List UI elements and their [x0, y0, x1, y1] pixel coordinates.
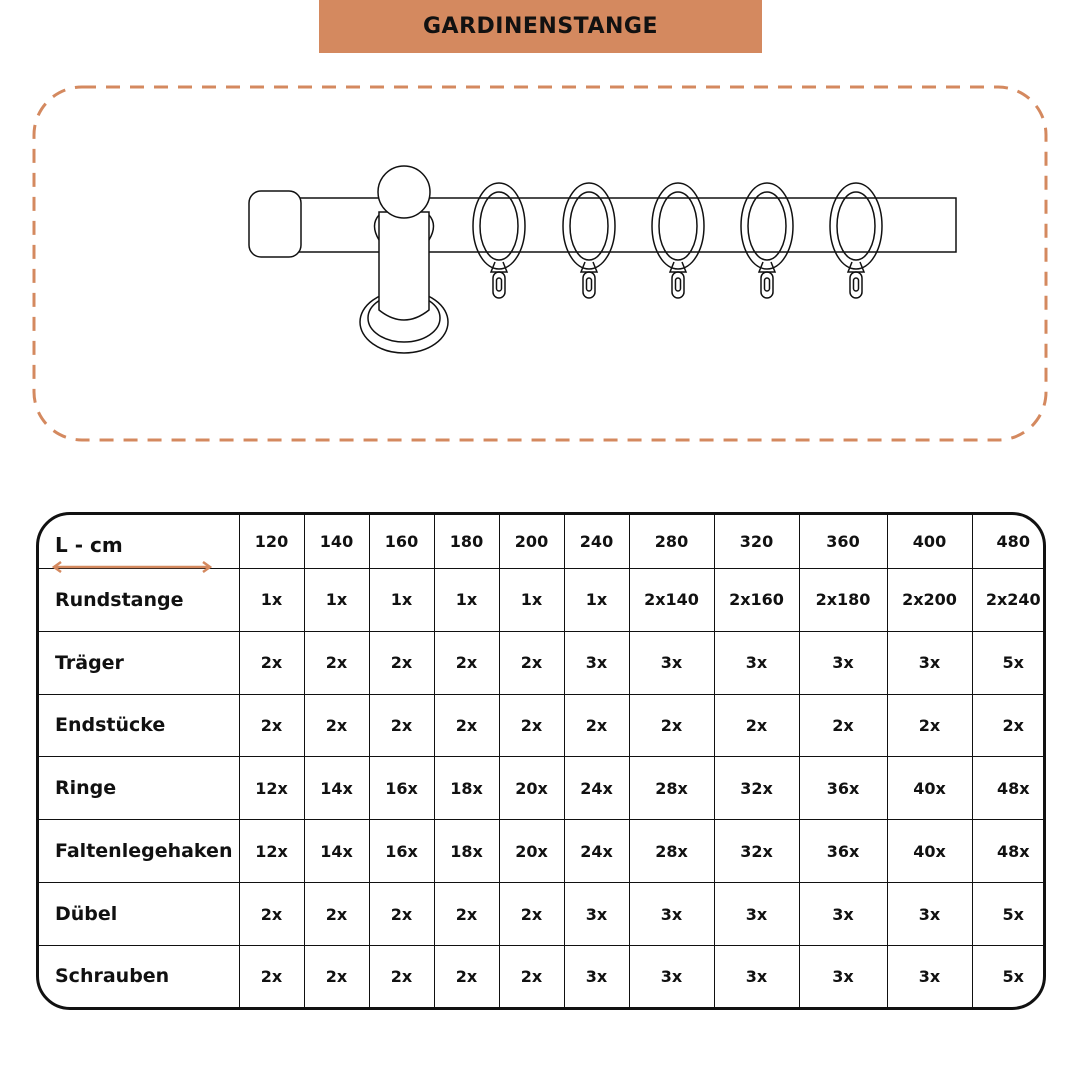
table-cell: 24x: [564, 757, 629, 820]
table-row: [39, 568, 1046, 631]
table-cell: 2x: [799, 694, 887, 757]
table-cell: 2x: [369, 631, 434, 694]
table-cell: 2x160: [714, 568, 799, 631]
row-label: Faltenlegehaken: [39, 820, 239, 883]
table-cell: 3x: [887, 631, 972, 694]
table-cell: 14x: [304, 820, 369, 883]
table-cell: 2x: [434, 694, 499, 757]
table-cell: 1x: [434, 568, 499, 631]
table-cell: 2x: [499, 945, 564, 1007]
table-cell: 5x: [972, 945, 1046, 1007]
length-label: L - cm: [55, 533, 123, 557]
table-cell: 2x: [369, 883, 434, 946]
table-cell: 20x: [499, 757, 564, 820]
corner-cell: [39, 515, 239, 568]
table-cell: 1x: [499, 568, 564, 631]
table-cell: 48x: [972, 820, 1046, 883]
table-row: [39, 694, 1046, 757]
table-cell: 2x: [629, 694, 714, 757]
table-cell: 3x: [629, 631, 714, 694]
table-cell: 2x: [434, 945, 499, 1007]
table-cell: 32x: [714, 820, 799, 883]
table-row: [39, 820, 1046, 883]
table-cell: 2x: [304, 694, 369, 757]
table-cell: 1x: [304, 568, 369, 631]
table-cell: 12x: [239, 757, 304, 820]
row-label: Rundstange: [39, 568, 239, 631]
table-cell: 2x: [499, 694, 564, 757]
table-cell: 2x: [239, 883, 304, 946]
page-title: GARDINENSTANGE: [423, 14, 658, 39]
table-cell: 2x: [714, 694, 799, 757]
length-header: 120: [239, 515, 304, 568]
table-cell: 2x: [564, 694, 629, 757]
row-label: Träger: [39, 631, 239, 694]
table-cell: 40x: [887, 757, 972, 820]
dashed-frame: [34, 87, 1046, 440]
table-cell: 2x240: [972, 568, 1046, 631]
length-arrow-icon: [51, 561, 213, 573]
quantity-table: [36, 512, 1046, 1010]
table-cell: 2x: [499, 631, 564, 694]
curtain-rod-illustration: [0, 0, 1080, 480]
length-header: 160: [369, 515, 434, 568]
table-cell: 2x: [304, 631, 369, 694]
table-cell: 3x: [887, 883, 972, 946]
row-label: Endstücke: [39, 694, 239, 757]
length-header: 400: [887, 515, 972, 568]
length-header: 360: [799, 515, 887, 568]
table-cell: 2x: [887, 694, 972, 757]
length-header: 140: [304, 515, 369, 568]
length-header: 480: [972, 515, 1046, 568]
table-cell: 3x: [564, 945, 629, 1007]
table-row: [39, 757, 1046, 820]
quantity-table-grid: [39, 515, 1046, 1007]
table-cell: 3x: [629, 945, 714, 1007]
table-cell: 28x: [629, 757, 714, 820]
table-cell: 3x: [564, 631, 629, 694]
table-cell: 32x: [714, 757, 799, 820]
table-cell: 3x: [714, 945, 799, 1007]
table-cell: 2x: [304, 883, 369, 946]
header-row: [39, 515, 1046, 568]
table-cell: 2x140: [629, 568, 714, 631]
table-cell: 2x: [369, 945, 434, 1007]
length-header: 280: [629, 515, 714, 568]
table-cell: 3x: [799, 945, 887, 1007]
table-cell: 2x180: [799, 568, 887, 631]
table-row: [39, 883, 1046, 946]
bracket-ball-icon: [378, 166, 430, 218]
table-cell: 3x: [714, 883, 799, 946]
table-cell: 3x: [714, 631, 799, 694]
table-cell: 5x: [972, 883, 1046, 946]
table-cell: 40x: [887, 820, 972, 883]
table-cell: 5x: [972, 631, 1046, 694]
table-cell: 18x: [434, 757, 499, 820]
table-cell: 2x: [499, 883, 564, 946]
bracket-stem-icon: [379, 212, 429, 320]
table-cell: 2x: [369, 694, 434, 757]
table-cell: 2x: [972, 694, 1046, 757]
table-cell: 2x: [239, 945, 304, 1007]
table-cell: 2x: [304, 945, 369, 1007]
length-header: 200: [499, 515, 564, 568]
table-cell: 3x: [564, 883, 629, 946]
table-cell: 16x: [369, 820, 434, 883]
table-cell: 20x: [499, 820, 564, 883]
row-label: Ringe: [39, 757, 239, 820]
table-cell: 3x: [799, 883, 887, 946]
table-cell: 2x: [434, 883, 499, 946]
table-cell: 3x: [799, 631, 887, 694]
table-cell: 12x: [239, 820, 304, 883]
table-cell: 36x: [799, 820, 887, 883]
length-header: 320: [714, 515, 799, 568]
table-cell: 18x: [434, 820, 499, 883]
table-cell: 1x: [239, 568, 304, 631]
table-cell: 1x: [564, 568, 629, 631]
end-cap-icon: [249, 191, 301, 257]
table-cell: 3x: [629, 883, 714, 946]
length-header: 180: [434, 515, 499, 568]
table-cell: 48x: [972, 757, 1046, 820]
row-label: Dübel: [39, 883, 239, 946]
table-cell: 2x: [239, 631, 304, 694]
table-cell: 2x: [434, 631, 499, 694]
row-label: Schrauben: [39, 945, 239, 1007]
table-cell: 3x: [887, 945, 972, 1007]
table-cell: 16x: [369, 757, 434, 820]
table-row: [39, 945, 1046, 1007]
table-cell: 36x: [799, 757, 887, 820]
table-cell: 2x: [239, 694, 304, 757]
table-row: [39, 631, 1046, 694]
table-cell: 24x: [564, 820, 629, 883]
table-cell: 1x: [369, 568, 434, 631]
table-cell: 14x: [304, 757, 369, 820]
table-cell: 28x: [629, 820, 714, 883]
table-cell: 2x200: [887, 568, 972, 631]
length-header: 240: [564, 515, 629, 568]
